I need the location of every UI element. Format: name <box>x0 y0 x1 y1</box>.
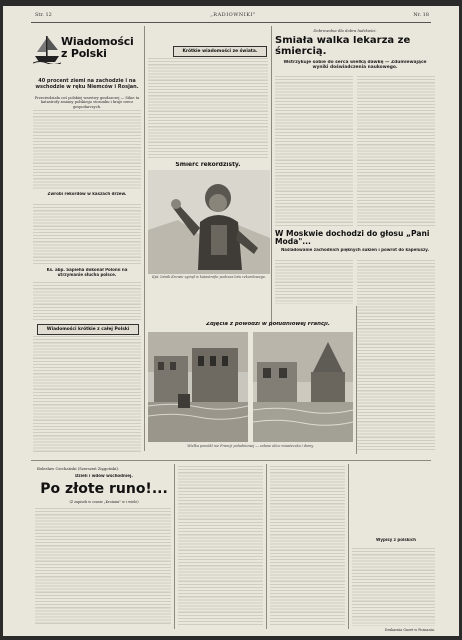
story-title: Ks. abp. Sapieha dokonał Polonii na utrzymanie słucha polsce. <box>46 268 128 277</box>
article-text <box>33 110 141 190</box>
article-text <box>178 466 263 626</box>
photo-caption: Kpt. lotnik Krowie zginął w katastrofie podczas lotu rekordowego. <box>152 275 266 279</box>
horizontal-separator <box>31 460 431 461</box>
serial-headline: Po złote runo!... <box>40 482 168 497</box>
column-separator <box>348 464 349 629</box>
author-line: Bolesław Ciechański (Szerszeń Zięgoński). <box>37 466 120 471</box>
main-headline: Śmiała walka lekarza ze śmiercią. <box>275 36 411 57</box>
article-text <box>33 204 141 264</box>
flood-photo-title: Zdjęcia z powodzi w południowej Francji. <box>206 322 330 327</box>
main-subheadline: Wstrzykuje sobie do serca wielką dawkę — Zdumiewające wyniki doświadczenia naukowego. <box>283 60 427 71</box>
moscow-headline: W Moskwie dochodzi do głosu „Pani Moda"... <box>275 230 430 246</box>
flood-photo-left <box>148 332 248 442</box>
lead-subheadline: Przeciwdziała coś polskiej warstwy gosdarczej — Silne ta katastrofy zmiany polskiego stosunku i kraje rzecz gospodarczych. <box>34 96 140 109</box>
newspaper-page <box>3 6 459 636</box>
series-line: Dzieli i wdów wschodniej. <box>75 474 133 478</box>
lead-headline: 40 procent ziemi na zachodzie i na wschodzie w ręku Niemców i Rosjan. <box>35 78 139 90</box>
polish-news-banner <box>33 30 141 70</box>
photo-title: Śmierć rekordzisty. <box>175 162 241 168</box>
short-news-label: Wiadomości krótkie z całej Polski <box>37 324 139 335</box>
newspaper-name: „RADIOWNIKI" <box>210 12 256 18</box>
article-text <box>357 76 435 226</box>
flood-caption: Wielka powódź we Francji południowej — zalane ulice miasteczka i domy. <box>187 444 314 448</box>
page-number-left: Str. 12 <box>35 12 52 18</box>
world-news-box-title: Krótkie wiadomości ze świata. <box>173 46 267 57</box>
article-text <box>35 508 171 626</box>
ship-icon <box>33 32 61 64</box>
column-separator <box>266 464 267 629</box>
page-number-right: Nr. 18 <box>413 12 429 18</box>
byline: Dobrowolna dla dobra ludzkości. <box>313 28 377 33</box>
article-text <box>270 466 345 626</box>
moscow-subheadline: Naśladowanie zachodnich pięknych sukien i powrot do kapeluszy. <box>280 248 430 252</box>
printer-footer: Drukarnia Gazet w Poznaniu. <box>384 628 435 632</box>
column-separator <box>271 26 272 326</box>
column-separator <box>144 26 145 451</box>
article-text <box>275 76 353 226</box>
serial-subheadline: (Z zapisek w czasie „Kroinini" w i wiele) <box>69 500 139 504</box>
article-text <box>357 260 435 450</box>
column-separator <box>174 464 175 629</box>
right-column-label: Wypisy z polskich <box>376 538 416 542</box>
flood-photo-right <box>253 332 353 442</box>
article-text <box>33 336 141 454</box>
top-rule <box>31 22 431 23</box>
article-text <box>275 260 353 304</box>
section-title: Wiadomości z Polski <box>61 36 134 60</box>
article-text <box>148 58 268 158</box>
article-text <box>33 282 141 320</box>
article-text <box>352 548 435 626</box>
aviator-photo <box>148 170 270 274</box>
story-title: Zwrobi rekordów w kaszach drzew. <box>47 192 127 196</box>
